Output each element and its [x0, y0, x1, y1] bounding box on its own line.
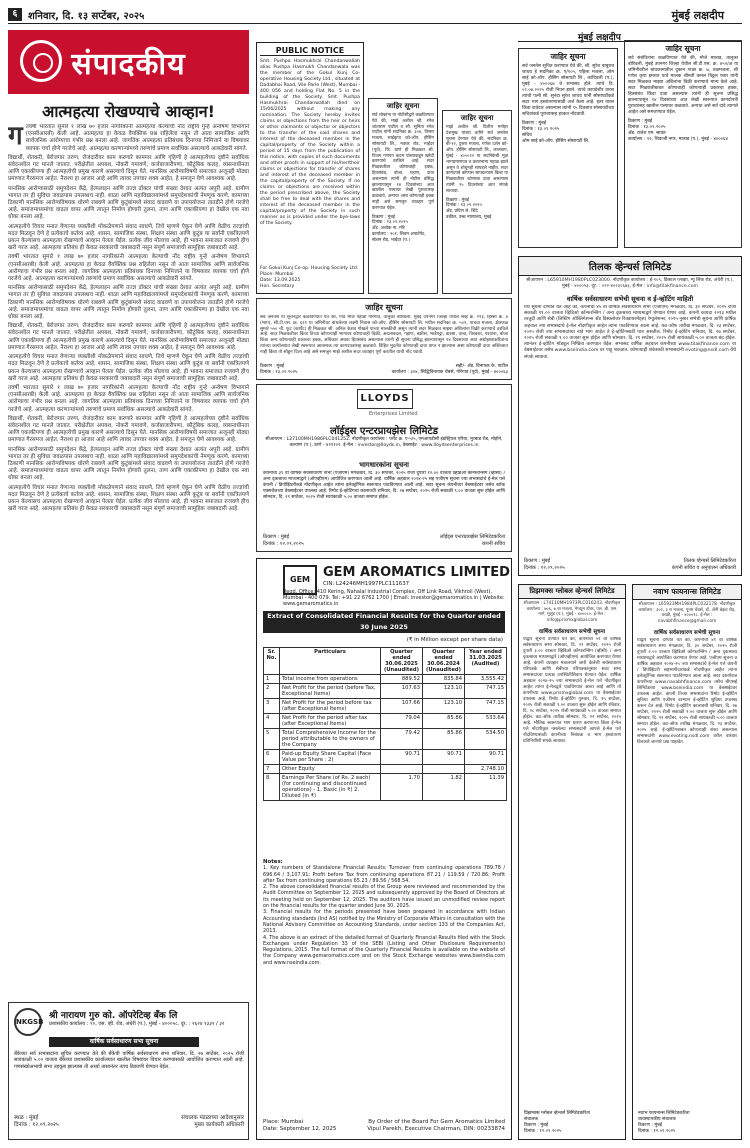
table-cell-sr: 8 — [264, 774, 280, 801]
table-row — [264, 750, 507, 765]
table-cell-q1: 889.52 — [381, 675, 423, 684]
table-cell-fy: 747.15 — [465, 684, 507, 699]
gem-note: 1. Key numbers of Standalone Financial Results: Turnover from continuing operations 789.78 / 696.64 / 3,107.91; Profit before Tax from continuing operations 87.21 / 119.59 / 720.86; Profit after Tax from continuing operations 65.23 / 89.56 / 568.54. — [263, 865, 505, 884]
notice-mid — [368, 98, 438, 294]
tilak-signatory: तिलक व्हेन्चर्स लिमिटेडकरिता — [683, 558, 736, 564]
date-line: शनिवार, दि. १३ सप्टेंबर, २०२५ — [28, 11, 145, 22]
navabh-role: व्यवस्थापकीय संचालक — [638, 1117, 676, 1122]
editorial-paragraph: विद्यार्थी, शेतकरी, बेरोजगार तरुण, रोजंदारीवर काम करणारे कामगार आणि गृहिणी हे आत्महत्येच्या दृष्टीने सर्वाधिक संवेदनशील गट मानले जातात. परीक्षेतील अपयश, नोकरी गमावणे, कर्जबाजारीपणा, कौटुंबिक कलह, व्यसनाधीनता आणि एकाकीपणा ही आत्महत्येची प्रमुख कारणे असल्याचे दिसून येते. मानसिक आरोग्याविषयी समाजात अजूनही मोठ्या प्रमाणात गैरसमज आहेत. नैराश्य हा आजार आहे आणि त्यावर उपचार शक्य आहेत, हे समजून घेणे आवश्यक आहे. — [8, 154, 249, 183]
gem-date: Date: September 12, 2025 — [263, 1126, 337, 1132]
notice-right-date: दिनांक : १३.०९.२०२५ — [446, 203, 482, 209]
bank-signature-block — [14, 1115, 244, 1129]
lloyds-signature — [263, 534, 505, 547]
table-row — [264, 675, 507, 684]
tilak-section-title: वार्षिक सर्वसाधारण सभेची सूचना व ई-व्होटिंग माहिती — [566, 295, 694, 303]
navabh-address: सीआयएन : L65923MH1984PLC032178. नोंदणीकृत कार्यालय : ३०२, ३ रा मजला, पूनम चेंबर्स, डॉ. ॲनी बेझंट रोड, वरळी, मुंबई - ४०००१८. ई-मेल : navabhfinance@gmail.com — [638, 602, 736, 624]
notice-farright-body: सर्व संबंधितांना कळविण्यात येते की, मौजे मालाड, तालुका बोरिवली, मुंबई उपनगर जिल्हा येथील सी.टी.एस. क्र. ४५२/अ या जमिनीवरील बांधकामातील दुकान गाळा क्र. ७, तळमजला, श्री गणेश कृपा इमारत याचे मालक श्रीमती कमल विठ्ठल पवार यांनी सदर मिळकत माझ्या अशिलांना विक्री करण्याचे मान्य केले आहे. सदर मिळकतीबाबत कोणाचाही कोणत्याही प्रकारचा हक्क, हितसंबंध किंवा दावा असल्यास त्यांनी ही सूचना प्रसिद्ध झाल्यापासून १४ दिवसांच्या आत लेखी स्वरूपात कागदोपत्री पुराव्यासह खालील पत्त्यावर कळवावे. अन्यथा असे सर्व दावे त्यागले आहेत असे समजण्यात येईल. — [628, 56, 738, 115]
lloyds-signatory: लॉईड्स एन्टरप्रायझेस लिमिटेडकरिता — [440, 534, 505, 540]
navabh-signatory: नवाभ फायनान्स लिमिटेडकरिता — [638, 1111, 690, 1116]
editorial-paragraph: तवर्षी भारतात सुमारे १ लाख ७० हजार नागरिकांनी आत्महत्या केल्याची नोंद राष्ट्रीय गुन्हे अन्वेषण विभागाने (एनसीआरबी) केली आहे. आत्महत्या हा केवळ वैयक्तिक प्रश्न राहिलेला नसून तो आता सामाजिक आणि सार्वजनिक आरोग्याचा गंभीर प्रश्न बनला आहे. जागतिक आत्महत्या प्रतिबंधक दिनाच्या निमित्ताने या विषयावर व्यापक चर्चा होणे गरजेचे आहे. आत्महत्या करणाऱ्यांमध्ये तरुणांचे प्रमाण सर्वाधिक असल्याचे आकडेवारी सांगते. — [8, 384, 249, 413]
table-cell-q2: 1.82 — [423, 774, 465, 801]
gem-signer: Vipul Parekh, Executive Chairman, DIN: 00233874 — [367, 1126, 505, 1132]
notice-farright-date: दिनांक : १३.०९.२०२५ — [628, 125, 666, 130]
lloyds-role: कंपनी सचिव — [482, 540, 505, 547]
lloyds-place: ठिकाण : मुंबई — [263, 534, 290, 540]
notice-topright-signature — [522, 121, 614, 145]
bank-notice-body: बँकेच्या सर्व सभासदांना सूचित करण्यात येते की बँकेची वार्षिक सर्वसाधारण सभा शनिवार, दि. २७ सप्टेंबर, २०२५ रोजी सायंकाळी ५.०० वाजता बँकेच्या प्रशासकीय कार्यालयात खालील विषयांवर विचार करण्यासाठी आयोजित करण्यात आली आहे. गणसंख्येअभावी सभा तहकूब झाल्यास ती अर्ध्या तासानंतर त्याच ठिकाणी घेण्यात येईल. — [14, 1051, 244, 1070]
table-row — [264, 765, 507, 774]
public-notice-body: Smt. Pushpa Hasmukhrai Chandanwallah alias Pushpa Hasmukh Chandanwala was the member of the Gokul Kunj Co-operative Housing Society Ltd., situated at Dadabhai Road, Vile Parle (West), Mumbai - 400 056 and holding Flat No. 5 in the building of the Society. Smt. Pushpa Hasmukhrai Chandanwallah died on 15/06/2025 without making any nomination. The Society hereby invites claims or objections from the heir or heirs or other claimants or objector or objectors to the transfer of the said shares and interest of the deceased member in the capital/property of the Society within a period of 15 days from the publication of this notice, with copies of such documents and other proofs in support of his/her/their claims or objections for transfer of shares and interest of the deceased member in the capital/property of the Society. If no claims or objections are received within the period prescribed above, the Society shall be free to deal with the shares and interest of the deceased member in the capital/property of the Society in such manner as is provided under the bye-laws of the Society. — [260, 59, 360, 226]
table-cell-q2: 123.10 — [423, 699, 465, 714]
navabh-place: ठिकाण : मुंबई — [638, 1123, 662, 1128]
prismx-place: ठिकाण : मुंबई — [524, 1123, 548, 1128]
table-cell-q1: 107.63 — [381, 684, 423, 699]
lloyds-company-name: लॉईड्स एन्टरप्रायझेस लिमिटेड — [330, 426, 438, 437]
public-notice-place: Place: Mumbai — [260, 272, 294, 277]
editorial-banner-text: संपादकीय — [71, 46, 186, 82]
table-cell-particular: Net Profit for the period after tax (after Exceptional Items) — [280, 714, 381, 729]
navabh-date: दिनांक : १२.०९.२०२५ — [638, 1129, 676, 1134]
table-cell-particular: Other Equity — [280, 765, 381, 774]
column-header: Quarter ended 30.06.2024 (Unaudited) — [423, 648, 465, 675]
prismx-notice — [518, 584, 626, 1140]
gem-signatory-block — [367, 1119, 505, 1133]
prismx-signatory: प्रिझमक्स ग्लोबल व्हेन्चर्स लिमिटेडकरिता — [524, 1111, 590, 1116]
table-cell-sr: 5 — [264, 729, 280, 750]
table-cell-q1: 79.04 — [381, 714, 423, 729]
lloyds-section-title: भागधारकांना सूचना — [359, 461, 409, 469]
lloyds-signatory-block — [440, 534, 505, 547]
tilak-role: कंपनी सचिव व अनुपालन अधिकारी — [671, 564, 736, 571]
table-cell-particular: Earnings Per Share (of Rs. 2 each) (for continuing and discontinued operations) - 1. Basic (in ₹) 2. Diluted (in ₹) — [280, 774, 381, 801]
editorial-body — [8, 124, 249, 992]
table-cell-q2 — [423, 765, 465, 774]
gem-address: Regd. Office: 410 Kering, Nahalal Industrial Complex, Off Link Road, Vikhroli (West), Mumbai - 400 079. Tel: +91 22 6762 1700 | Email: investor@gemaromatics.in | Website: www.gemaromatics.in — [283, 589, 505, 608]
editorial-paragraph: विद्यार्थी, शेतकरी, बेरोजगार तरुण, रोजंदारीवर काम करणारे कामगार आणि गृहिणी हे आत्महत्येच्या दृष्टीने सर्वाधिक संवेदनशील गट मानले जातात. परीक्षेतील अपयश, नोकरी गमावणे, कर्जबाजारीपणा, कौटुंबिक कलह, व्यसनाधीनता आणि एकाकीपणा ही आत्महत्येची प्रमुख कारणे असल्याचे दिसून येते. मानसिक आरोग्याविषयी समाजात अजूनही मोठ्या प्रमाणात गैरसमज आहेत. नैराश्य हा आजार आहे आणि त्यावर उपचार शक्य आहेत, हे समजून घेणे आवश्यक आहे. — [8, 323, 249, 351]
notice-mid-signatory: ॲड. अशोक ना. मोरे — [372, 226, 405, 232]
tilak-signatory-block — [672, 558, 736, 571]
lloyds-address: सीआयएन : L27100MH1986PLC041252. नोंदणीकृत कार्यालय : प्लॉट क्र. ए-५/५, एमआयडीसी इंडस्ट्रियल एरिया, मुरबाड रोड, मोहोने, कल्याण (प.), ठाणे - ४२११०२. ई-मेल : investor@lloyds.in, वेबसाईट : www.lloydsenterprises.in — [265, 437, 503, 448]
public-notice-date: Date: 13.09.2025 — [260, 278, 301, 283]
table-cell-q1: 90.71 — [381, 750, 423, 765]
navabh-signature — [638, 1111, 736, 1135]
public-notice-title: PUBLIC NOTICE — [260, 46, 360, 56]
lloyds-logo-subtitle: Enterprises Limited — [369, 411, 418, 417]
editorial-paragraph: आत्महत्येचे विचार मनात येणाऱ्या व्यक्तीशी मोकळेपणाने संवाद साधणे, तिचे म्हणणे ऐकून घेणे आणि वेळीच तज्ज्ञांची मदत मिळवून देणे हे प्रत्येकाचे कर्तव्य आहे. शासन, सामाजिक संस्था, शिक्षण संस्था आणि कुटुंब या सर्वांनी एकत्रितपणे प्रयत्न केल्यासच आत्महत्या रोखण्याचे आव्हान पेलता येईल. प्रत्येक जीव मोलाचा आहे, ही भावना समाजात रुजवणे हीच खरी गरज आहे. आत्महत्या प्रतिबंध ही केवळ सरकारची जबाबदारी नसून संपूर्ण समाजाची सामूहिक जबाबदारी आहे. — [8, 354, 249, 382]
notice-main-body: सर्व जनतेस या सूचनेद्वारे कळविण्यात येते की, गाव मौजे पहाडी गोरेगाव, तालुका बोरिवली, मुंबई उपनगर जिल्हा येथील सर्व्हे क्र. २१३, हिस्सा क्र. ४ (भाग), सी.टी.एस. क्र. ६२१ या जमिनीवर बांधलेल्या लक्ष्मी निवास को-ऑप. हौसिंग सोसायटी लि. मधील सदनिका क्र. ५०२, पाचवा मजला, क्षेत्रफळ सुमारे ५५० चौ. फूट (कार्पेट) ही मिळकत श्री. अनिल केशव गोखले यांच्या मालकीची असून त्यांनी सदर मिळकत माझ्या अशिलांना विक्री करण्याचे ठरविले आहे. सदर मिळकतीवर किंवा तिच्या कोणत्याही भागावर कोणाचाही विक्री, अदलाबदल, गहाण, बक्षीस, भाडेपट्टा, वारसा, ताबा, विश्वस्त, परवाना, बोजा किंवा अन्य कोणत्याही प्रकारचा हक्क, अधिकार अथवा हितसंबंध असल्यास त्यांनी ही सूचना प्रसिद्ध झाल्यापासून १४ दिवसांच्या आत अधोहस्ताक्षरितांना त्यांच्या कार्यालयात लेखी स्वरूपात आवश्यक त्या कागदपत्रांसह कळवावे. विहित मुदतीत कोणताही दावा प्राप्त न झाल्यास असा कोणताही दावा अस्तित्वात नाही किंवा तो सोडून दिला आहे असे समजून माझे अशील सदर व्यवहार पूर्ण करतील याची नोंद घ्यावी. — [260, 315, 508, 355]
editorial-paragraph: मानसिक आरोग्यासाठी समुपदेशन केंद्रे, हेल्पलाइन आणि तज्ज्ञ डॉक्टर यांची संख्या देशात अत्यंत अपुरी आहे. ग्रामीण भागात तर ही सुविधा जवळपास उपलब्धच नाही. शाळा आणि महाविद्यालयांमध्ये समुपदेशकांची नेमणूक करणे, कामाच्या ठिकाणी मानसिक आरोग्यविषयक धोरणे राबवणे आणि कुटुंबांमध्ये संवाद वाढवणे या उपाययोजना तातडीने होणे गरजेचे आहे. समाजमाध्यमांचा वाढता वापर आणि त्यातून निर्माण होणारी तुलना, ताण आणि एकाकीपणा हा देखील एक नवा धोका बनला आहे. — [8, 285, 249, 321]
gem-footer — [263, 1119, 505, 1133]
page-header — [8, 6, 742, 24]
table-cell-particular: Total income from operations — [280, 675, 381, 684]
notice-right-signatory: ॲड. प्रविण जे. शिंदे — [446, 209, 478, 215]
notice-farright — [624, 40, 742, 248]
prismx-body: याद्वारे सूचना देण्यात येते की, कंपनीची ५२ वी वार्षिक सर्वसाधारण सभा सोमवार, दि. २९ सप्टेंबर, २०२५ रोजी दुपारी ३.०० वाजता व्हिडिओ कॉन्फरन्सिंग (व्हीसी) / अन्य दृकश्राव्य माध्यमाद्वारे (ओएव्हीएम) आयोजित करण्यात येणार आहे. कंपनी व्यवहार मंत्रालयाने जारी केलेली सर्वसाधारण परिपत्रके आणि सेबीच्या परिपत्रकांनुसार सदर सभा सभासदांच्या प्रत्यक्ष उपस्थितीशिवाय घेण्यात येईल. वार्षिक अहवाल २०२४-२५ ज्या सभासदांचे ई-मेल पत्ते नोंदणीकृत आहेत त्यांना ई-मेलद्वारे पाठविण्यात आला आहे आणि तो कंपनीच्या www.prismxglobal.com या वेबसाईटवर उपलब्ध आहे. रिमोट ई-व्होटिंग गुरुवार, दि. २५ सप्टेंबर, २०२५ रोजी सकाळी ९.०० वाजता सुरू होईल आणि रविवार, दि. २८ सप्टेंबर, २०२५ रोजी सायंकाळी ५.०० वाजता समाप्त होईल. कट-ऑफ तारीख सोमवार, दि. २२ सप्टेंबर, २०२५ आहे. भौतिक स्वरूपात भाग धारण करणाऱ्या किंवा ई-मेल पत्ते नोंदणीकृत नसलेल्या सभासदांनी आपले ई-मेल पत्ते नोंदविण्यासाठी कंपनीच्या निबंधक व भाग हस्तांतरण प्रतिनिधींशी संपर्क साधावा. — [523, 637, 621, 745]
prismx-company-name: प्रिझमक्स ग्लोबल व्हेन्चर्स लिमिटेड — [519, 585, 625, 599]
prismx-date: दिनांक : १२.०९.२०२५ — [524, 1129, 562, 1134]
bank-name: श्री नारायण गुरु को. ऑपरेटिव्ह बँक लि — [49, 1011, 178, 1021]
notice-farright-signature — [628, 119, 738, 143]
table-cell-fy: 747.15 — [465, 699, 507, 714]
prismx-role: संचालक — [524, 1117, 538, 1122]
table-cell-fy: 11.39 — [465, 774, 507, 801]
notice-right-body: माझे अशील श्री. दिलीप मनोहर देशमुख यांच्या वतीने सर्व जनतेस सूचना देण्यात येते की, सदनिका क्र. बी-१२, दुसरा मजला, गणेश दर्शन को-ऑप. हौसिंग सोसायटी लि., लालबाग, मुंबई - ४०००१२ या सदनिकेची मूळ भागप्रमाणपत्र व करारनामा गहाळ झाले असून ते शोधूनही सापडले नाहीत. सदर कागदपत्रे कोणास सापडल्यास किंवा या मिळकतीवर कोणाचा दावा असल्यास त्यांनी १५ दिवसांच्या आत संपर्क साधावा. — [446, 125, 508, 194]
notice-mid-signature — [372, 215, 434, 244]
notice-farright-place: ठिकाण : मुंबई — [628, 119, 652, 124]
section-strip-label: मुंबई लक्षदीप — [578, 33, 621, 43]
gem-results-table — [263, 647, 507, 801]
edition-name: मुंबई लक्षदीप — [671, 9, 724, 22]
table-row — [264, 684, 507, 699]
public-notice-english — [256, 42, 364, 294]
notice-mid-date: दिनांक : १३.०९.२०२५ — [372, 220, 408, 226]
gem-note: 3. Financial results for the periods presented have been prepared in accordance with Indian Accounting standards (Ind AS) notified by the Ministry of Corporate Affairs in consultation with the National Advisory Committee on Accounting Standards, under section 133 of the Companies Act, 2013. — [263, 909, 505, 935]
navabh-body: याद्वारे सूचना देण्यात येते की, कंपनीची ४१ वी वार्षिक सर्वसाधारण सभा मंगळवार, दि. ३० सप्टेंबर, २०२५ रोजी दुपारी २.०० वाजता व्हिडिओ कॉन्फरन्सिंग / अन्य दृकश्राव्य माध्यमाद्वारे आयोजित करण्यात येणार आहे. एजीएम सूचना व वार्षिक अहवाल २०२४-२५ ज्या सभासदांचे ई-मेल पत्ते कंपनी / डिपॉझिटरी सहभागीदारांकडे नोंदणीकृत आहेत त्यांना इलेक्ट्रॉनिक स्वरूपात पाठविण्यात आला आहे. सदर दस्तऐवज कंपनीच्या www.navabhfinance.com तसेच बीएसई लिमिटेडच्या www.bseindia.com या वेबसाईटवर उपलब्ध आहेत. कंपनी तिच्या सभासदांना रिमोट ई-व्होटिंग सुविधा आणि एजीएम दरम्यान ई-व्होटिंग सुविधा उपलब्ध करून देत आहे. रिमोट ई-व्होटिंग कालावधी शनिवार, दि. २७ सप्टेंबर, २०२५ रोजी सकाळी ९.०० वाजता सुरू होईल आणि सोमवार, दि. २९ सप्टेंबर, २०२५ रोजी सायंकाळी ५.०० वाजता समाप्त होईल. कट-ऑफ तारीख मंगळवार, दि. २३ सप्टेंबर, २०२५ आहे. ई-व्होटिंगबाबत कोणत्याही शंका असल्यास सभासदांनी www.evoting.nsdl.com वरील वारंवार विचारले जाणारे प्रश्न पाहावेत. — [637, 638, 737, 746]
editorial-paragraph: मानसिक आरोग्यासाठी समुपदेशन केंद्रे, हेल्पलाइन आणि तज्ज्ञ डॉक्टर यांची संख्या देशात अत्यंत अपुरी आहे. ग्रामीण भागात तर ही सुविधा जवळपास उपलब्धच नाही. शाळा आणि महाविद्यालयांमध्ये समुपदेशकांची नेमणूक करणे, कामाच्या ठिकाणी मानसिक आरोग्यविषयक धोरणे राबवणे आणि कुटुंबांमध्ये संवाद वाढवणे या उपाययोजना तातडीने होणे गरजेचे आहे. समाजमाध्यमांचा वाढता वापर आणि त्यातून निर्माण होणारी तुलना, ताण आणि एकाकीपणा हा देखील एक नवा धोका बनला आहे. — [8, 446, 249, 482]
editorial-paragraph: तवर्षी भारतात सुमारे १ लाख ७० हजार नागरिकांनी आत्महत्या केल्याची नोंद राष्ट्रीय गुन्हे अन्वेषण विभागाने (एनसीआरबी) केली आहे. आत्महत्या हा केवळ वैयक्तिक प्रश्न राहिलेला नसून तो आता सामाजिक आणि सार्वजनिक आरोग्याचा गंभीर प्रश्न बनला आहे. जागतिक आत्महत्या प्रतिबंधक दिनाच्या निमित्ताने या विषयावर व्यापक चर्चा होणे गरजेचे आहे. आत्महत्या करणाऱ्यांमध्ये तरुणांचे प्रमाण सर्वाधिक असल्याचे आकडेवारी सांगते. — [8, 254, 249, 283]
notice-right — [442, 110, 512, 294]
table-row — [264, 699, 507, 714]
gem-table-body — [264, 675, 507, 801]
notice-main-signatory: सही/- ॲड. विनायक के. पाटील — [455, 364, 508, 370]
table-cell-q1: 107.66 — [381, 699, 423, 714]
navabh-company-name: नवाभ फायनान्स लिमिटेड — [633, 585, 741, 600]
bank-signatory-title: मुख्य कार्यकारी अधिकारी — [194, 1122, 244, 1128]
table-cell-particular: Net Profit for the period before tax (after Exceptional Items) — [280, 699, 381, 714]
notice-main — [256, 298, 512, 380]
tilak-place: ठिकाण : मुंबई — [524, 558, 551, 564]
lloyds-logo-icon: LLOYDS — [357, 389, 413, 409]
bank-date: दिनांक : १२.०९.२०२५ — [14, 1122, 59, 1128]
notice-farright-address: कार्यालय : १२, शिवाजी नगर, मालाड (प.), मुंबई - ४०००६४ — [628, 137, 728, 142]
public-notice-secretary: Hon. Secretary — [260, 284, 295, 289]
table-cell-fy: 90.71 — [465, 750, 507, 765]
notice-right-title: जाहिर सूचना — [460, 114, 494, 122]
table-cell-q2: 85.86 — [423, 714, 465, 729]
table-cell-sr: 3 — [264, 699, 280, 714]
table-cell-q1: 79.42 — [381, 729, 423, 750]
banner-emblem-icon — [20, 40, 62, 82]
table-cell-particular: Net Profit for the period (before Tax, Exceptional Items) — [280, 684, 381, 699]
tilak-address: सीआयएन : L65910MH1980PLC023000. नोंदणीकृत कार्यालय : ई-१०९, क्रिस्टल प्लाझा, न्यू लिंक रोड, अंधेरी (प.), मुंबई - ४०००५३. दूर. : ०२२-४०२३०६७३, ई-मेल : info@tilakfinance.com — [526, 278, 734, 289]
navabh-section-title: वार्षिक सर्वसाधारण सभेची सूचना — [653, 630, 721, 637]
table-cell-q2: 835.84 — [423, 675, 465, 684]
gem-unit-note: (₹ in Million except per share data) — [406, 637, 503, 643]
editorial-banner — [8, 30, 249, 94]
table-cell-fy: 3,555.42 — [465, 675, 507, 684]
editorial-title: आत्महत्या रोखण्याचे आव्हान! — [42, 102, 215, 121]
gem-notes — [263, 859, 505, 1089]
notice-main-signature — [260, 364, 508, 376]
notice-topright — [518, 48, 618, 248]
editorial-paragraph: आत्महत्येचे विचार मनात येणाऱ्या व्यक्तीशी मोकळेपणाने संवाद साधणे, तिचे म्हणणे ऐकून घेणे आणि वेळीच तज्ज्ञांची मदत मिळवून देणे हे प्रत्येकाचे कर्तव्य आहे. शासन, सामाजिक संस्था, शिक्षण संस्था आणि कुटुंब या सर्वांनी एकत्रितपणे प्रयत्न केल्यासच आत्महत्या रोखण्याचे आव्हान पेलता येईल. प्रत्येक जीव मोलाचा आहे, ही भावना समाजात रुजवणे हीच खरी गरज आहे. आत्महत्या प्रतिबंध ही केवळ सरकारची जबाबदारी नसून संपूर्ण समाजाची सामूहिक जबाबदारी आहे. — [8, 223, 249, 252]
notice-mid-address: कार्यालय : २०१, शिवम अपार्टमेंट, स्टेशन रोड, भाईंदर (प.) — [372, 231, 426, 243]
lloyds-date: दिनांक : १२.०९.२०२५ — [263, 540, 304, 547]
drop-cap: ग — [8, 124, 23, 151]
gem-place: Place: Mumbai — [263, 1119, 304, 1125]
column-header: Quarter ended 30.06.2025 (Unaudited) — [381, 648, 423, 675]
notice-right-place: ठिकाण : मुंबई — [446, 197, 469, 203]
tilak-notice — [518, 256, 742, 576]
notice-topright-address: ओम साई को-ऑप. हौसिंग सोसायटी लि. — [522, 139, 590, 144]
bank-agm-notice — [8, 1002, 249, 1140]
bank-place: स्थळ : मुंबई — [14, 1115, 39, 1121]
table-cell-sr: 4 — [264, 714, 280, 729]
gem-cin: CIN: L24246MH1997PLC111637 — [323, 581, 410, 587]
tilak-date: दिनांक : १२.०९.२०२५ — [524, 564, 565, 571]
gem-board-order: By Order of the Board For Gem Aromatics Limited — [368, 1119, 505, 1125]
table-cell-fy: 533.64 — [465, 714, 507, 729]
column-header: Year ended 31.03.2025 (Audited) — [465, 648, 507, 675]
table-cell-q2: 123.10 — [423, 684, 465, 699]
notice-main-signatory-block — [392, 364, 508, 376]
notice-topright-date: दिनांक : १३.०९.२०२५ — [522, 127, 560, 132]
prismx-address: सीआयएन : L74110MH1973PLC016243. नोंदणीकृत कार्यालय : ७०६, ७ वा मजला, नेप्च्यून टॉवर, एल. बी. एस. मार्ग, मुलुंड (प.), मुंबई - ४०००८०. ई-मेल : info@prismxglobal.com — [523, 601, 621, 623]
gem-note: 2. The above consolidated financial results of the Group were reviewed and recommended by the Audit Committee on September 12, 2025 and subsequently approved by the Board of Directors at its meeting held on September 12, 2025. The auditors have issued an unmodified review report on the financial results for the quarter ended June 30, 2025. — [263, 884, 505, 910]
notice-main-date: दिनांक : १३.०९.२०२५ — [260, 370, 298, 376]
table-cell-sr: 7 — [264, 765, 280, 774]
navabh-notice — [632, 584, 742, 1140]
gem-aromatics-results — [256, 558, 512, 1140]
notice-mid-place: ठिकाण : मुंबई — [372, 214, 395, 220]
table-cell-sr: 1 — [264, 675, 280, 684]
gem-notes-title: Notes: — [263, 859, 283, 865]
lloyds-body: कंपनीची ३९ वी वार्षिक सर्वसाधारण सभा (एजीएम) मंगळवार, दि. ३० सप्टेंबर, २०२५ रोजी दुपारी १२.०० वाजता व्हिडिओ कॉन्फरन्सिंग (व्हीसी) / अन्य दृकश्राव्य माध्यमाद्वारे (ओएव्हीएम) आयोजित करण्यात आली आहे. वार्षिक अहवाल २०२४-२५ सह एजीएम सूचना ज्या सभासदांचे ई-मेल पत्ते कंपनी / डिपॉझिटरीकडे नोंदणीकृत आहेत त्यांना इलेक्ट्रॉनिक स्वरूपात पाठविण्यात आली आहे. सदर सूचना कंपनीच्या वेबसाईटवर तसेच स्टॉक एक्सचेंजच्या वेबसाईटवर उपलब्ध आहे. रिमोट ई-व्होटिंगचा कालावधी शनिवार, दि. २७ सप्टेंबर, २०२५ रोजी सकाळी ९.०० वाजता सुरू होईल आणि सोमवार, दि. २९ सप्टेंबर, २०२५ रोजी सायंकाळी ५.०० वाजता समाप्त होईल. — [263, 471, 505, 500]
notice-main-address: कार्यालय : ३०४, सिद्धिविनायक चेंबर्स, गोरेगाव (पूर्व), मुंबई - ४०००६३ — [391, 370, 508, 376]
public-notice-society: For Gokul Kunj Co-op. Housing Society Ltd. — [260, 266, 359, 271]
tilak-body: येथे सूचना देण्यात येत आहे की, कंपनीची ४५ वी वार्षिक सर्वसाधारण सभा (एजीएम) मंगळवार, दि. ३० सप्टेंबर, २०२५ रोजी सकाळी ११.०० वाजता व्हिडिओ कॉन्फरन्सिंग / अन्य दृकश्राव्य माध्यमाद्वारे घेण्यात येणार आहे. कंपनी कायदा २०१३ मधील तरतुदी आणि सेबी (लिस्टिंग ऑब्लिगेशन्स अँड डिस्क्लोजर रिक्वायरमेंट्स) रेग्युलेशन्स, २०१५ नुसार सभेची सूचना आणि वार्षिक अहवाल ज्या सभासदांचे ई-मेल नोंदणीकृत आहेत त्यांना पाठविण्यात आला आहे. कट-ऑफ तारीख मंगळवार, दि. २३ सप्टेंबर, २०२५ रोजी ज्या सभासदांच्या नावे भाग आहेत ते ई-व्होटिंगसाठी पात्र असतील. रिमोट ई-व्होटिंग शनिवार, दि. २७ सप्टेंबर, २०२५ रोजी सकाळी ९.०० वाजता सुरू होईल आणि सोमवार, दि. २९ सप्टेंबर, २०२५ रोजी सायंकाळी ५.०० वाजता बंद होईल. त्यानंतर ई-व्होटिंग मॉड्यूल निष्क्रिय करण्यात येईल. सभासद वार्षिक अहवाल कंपनीच्या www.tilakfinance.com या वेबसाईटवर तसेच www.bseindia.com वर पाहू शकतात. कोणत्याही शंकेसाठी सभासदांनी evoting@nsdl.com येथे संपर्क साधावा. — [524, 305, 736, 360]
table-row — [264, 714, 507, 729]
table-cell-q1 — [381, 765, 423, 774]
table-cell-fy: 2,748.10 — [465, 765, 507, 774]
table-cell-particular: Total Comprehensive Income for the period attributable to the owners of the Company — [280, 729, 381, 750]
tilak-company-name: तिलक व्हेन्चर्स लिमिटेड — [519, 257, 741, 276]
editorial-paragraph: मानसिक आरोग्यासाठी समुपदेशन केंद्रे, हेल्पलाइन आणि तज्ज्ञ डॉक्टर यांची संख्या देशात अत्यंत अपुरी आहे. ग्रामीण भागात तर ही सुविधा जवळपास उपलब्धच नाही. शाळा आणि महाविद्यालयांमध्ये समुपदेशकांची नेमणूक करणे, कामाच्या ठिकाणी मानसिक आरोग्यविषयक धोरणे राबवणे आणि कुटुंबांमध्ये संवाद वाढवणे या उपाययोजना तातडीने होणे गरजेचे आहे. समाजमाध्यमांचा वाढता वापर आणि त्यातून निर्माण होणारी तुलना, ताण आणि एकाकीपणा हा देखील एक नवा धोका बनला आहे. — [8, 185, 249, 221]
notice-main-place: ठिकाण : मुंबई — [260, 364, 284, 370]
table-cell-sr: 2 — [264, 684, 280, 699]
prismx-section-title: वार्षिक सर्वसाधारण सभेची सूचना — [538, 629, 606, 636]
table-cell-q2: 85.86 — [423, 729, 465, 750]
notice-mid-body: सर्व लोकांना या नोटीसीद्वारे कळविण्यात येते की, माझे अशील श्री. रमेश शांताराम पाटील व सौ. सुनिता रमेश पाटील यांनी सदनिका क्र. ३०४, तिसरा मजला, साईकृपा को-ऑप. हौसिंग सोसायटी लि., नवघर रोड, भाईंदर (पूर्व), जि. ठाणे ही मिळकत श्री. विजय गणपत कदम यांच्याकडून खरेदी करण्याचे ठरविले आहे. सदर मिळकतीवर कोणाचाही हक्क, हितसंबंध, बोजा, गहाण, दावा असल्यास त्यांनी ही नोटीस प्रसिद्ध झाल्यापासून १४ दिवसांच्या आत खालील पत्त्यावर लेखी पुराव्यासह कळवावे, अन्यथा असा कोणताही हक्क नाही असे समजून व्यवहार पूर्ण करण्यात येईल. — [372, 113, 434, 211]
bank-address: प्रशासकीय कार्यालय : ९०, एस. व्ही. रोड, अंधेरी (प.), मुंबई - ४०००५८. दूर. : २६२४ १३३१ / ३२ — [49, 1021, 225, 1027]
bank-logo-icon: NKGSB — [14, 1008, 42, 1036]
notice-main-title: जाहिर सूचना — [365, 303, 403, 312]
table-cell-sr: 6 — [264, 750, 280, 765]
notice-topright-title: जाहिर सूचना — [550, 52, 586, 61]
table-row — [264, 729, 507, 750]
bank-notice-heading: वार्षिक सर्वसाधारण सभा सूचना — [49, 1037, 199, 1047]
table-row — [264, 774, 507, 801]
notice-topright-place: ठिकाण : मुंबई — [522, 121, 546, 126]
gem-company-name: GEM AROMATICS LIMITED — [323, 565, 510, 580]
editorial-paragraph: विद्यार्थी, शेतकरी, बेरोजगार तरुण, रोजंदारीवर काम करणारे कामगार आणि गृहिणी हे आत्महत्येच्या दृष्टीने सर्वाधिक संवेदनशील गट मानले जातात. परीक्षेतील अपयश, नोकरी गमावणे, कर्जबाजारीपणा, कौटुंबिक कलह, व्यसनाधीनता आणि एकाकीपणा ही आत्महत्येची प्रमुख कारणे असल्याचे दिसून येते. मानसिक आरोग्याविषयी समाजात अजूनही मोठ्या प्रमाणात गैरसमज आहेत. नैराश्य हा आजार आहे आणि त्यावर उपचार शक्य आहेत, हे समजून घेणे आवश्यक आहे. — [8, 415, 249, 444]
editorial-paragraph: तवर्षी भारतात सुमारे १ लाख ७० हजार नागरिकांनी आत्महत्या केल्याची नोंद राष्ट्रीय गुन्हे अन्वेषण विभागाने (एनसीआरबी) केली आहे. आत्महत्या हा केवळ वैयक्तिक प्रश्न राहिलेला नसून तो आता सामाजिक आणि सार्वजनिक आरोग्याचा गंभीर प्रश्न बनला आहे. जागतिक आत्महत्या प्रतिबंधक दिनाच्या निमित्ताने या विषयावर व्यापक चर्चा होणे गरजेचे आहे. आत्महत्या करणाऱ्यांमध्ये तरुणांचे प्रमाण सर्वाधिक असल्याचे आकडेवारी सांगते. — [25, 124, 249, 152]
notice-right-address: वकील, उच्च न्यायालय, मुंबई — [446, 214, 492, 220]
page-number: ६ — [8, 8, 22, 21]
notice-farright-signatory: ॲड. राजेश एम. सावंत — [628, 131, 666, 136]
notice-farright-title: जाहिर सूचना — [665, 44, 701, 53]
column-header: Sr. No. — [264, 648, 280, 675]
lloyds-notice — [256, 384, 512, 552]
bank-signatory-role: संचालक मंडळाच्या आदेशानुसार — [181, 1115, 244, 1121]
notice-mid-title: जाहिर सूचना — [386, 102, 420, 110]
table-cell-particular: Paid-up Equity Share Capital (Face Value per Share : 2) — [280, 750, 381, 765]
prismx-signature — [524, 1111, 620, 1135]
table-header-row — [264, 648, 507, 675]
gem-logo-icon: GEM — [283, 565, 317, 595]
public-notice-signature — [260, 266, 360, 290]
bank-signatory — [181, 1115, 244, 1129]
notice-topright-signatory: सचिव — [522, 133, 532, 138]
editorial-paragraph: आत्महत्येचे विचार मनात येणाऱ्या व्यक्तीशी मोकळेपणाने संवाद साधणे, तिचे म्हणणे ऐकून घेणे आणि वेळीच तज्ज्ञांची मदत मिळवून देणे हे प्रत्येकाचे कर्तव्य आहे. शासन, सामाजिक संस्था, शिक्षण संस्था आणि कुटुंब या सर्वांनी एकत्रितपणे प्रयत्न केल्यासच आत्महत्या रोखण्याचे आव्हान पेलता येईल. प्रत्येक जीव मोलाचा आहे, ही भावना समाजात रुजवणे हीच खरी गरज आहे. आत्महत्या प्रतिबंध ही केवळ सरकारची जबाबदारी नसून संपूर्ण समाजाची सामूहिक जबाबदारी आहे. — [8, 484, 249, 513]
tilak-signature — [524, 558, 736, 571]
notice-topright-body: सर्व जनतेस सूचित करण्यात येते की, श्री. सुरेश बाबुराव जाधव हे सदनिका क्र. ए/१०५, पहिला मजला, ओम साई को-ऑप. हौसिंग सोसायटी लि., कांदिवली (प.), मुंबई - ४०००६७ चे सभासद होते. त्यांचे दि. ०२.०७.२०२५ रोजी निधन झाले. त्यांचे कायदेशीर वारस त्यांची पत्नी सौ. सुनंदा सुरेश जाधव यांनी सोसायटीकडे सदर भाग हस्तांतरणासाठी अर्ज केला आहे. इतर वारस किंवा दावेदार असल्यास त्यांनी १५ दिवसांत सोसायटीच्या सचिवांकडे पुराव्यासह हरकत नोंदवावी. — [522, 64, 614, 117]
table-cell-q1: 1.70 — [381, 774, 423, 801]
table-cell-q2: 90.71 — [423, 750, 465, 765]
gem-results-title: Extract of Consolidated Financial Results for the Quarter ended 30 June 2025 — [263, 611, 505, 633]
gem-note: 4. The above is an extract of the detailed format of Quarterly Financial Results filed with the Stock Exchanges under Regulation 33 of the SEBI (Listing and Other Disclosure Requirements) Regulations, 2015. The full format of the Quarterly Financial Results is available on the website of the Company www.gemaromatics.com and on the Stock Exchange websites www.bseindia.com and www.nseindia.com. — [263, 934, 505, 966]
column-header: Particulars — [280, 648, 381, 675]
notice-right-signature — [446, 198, 508, 221]
table-cell-fy: 534.50 — [465, 729, 507, 750]
